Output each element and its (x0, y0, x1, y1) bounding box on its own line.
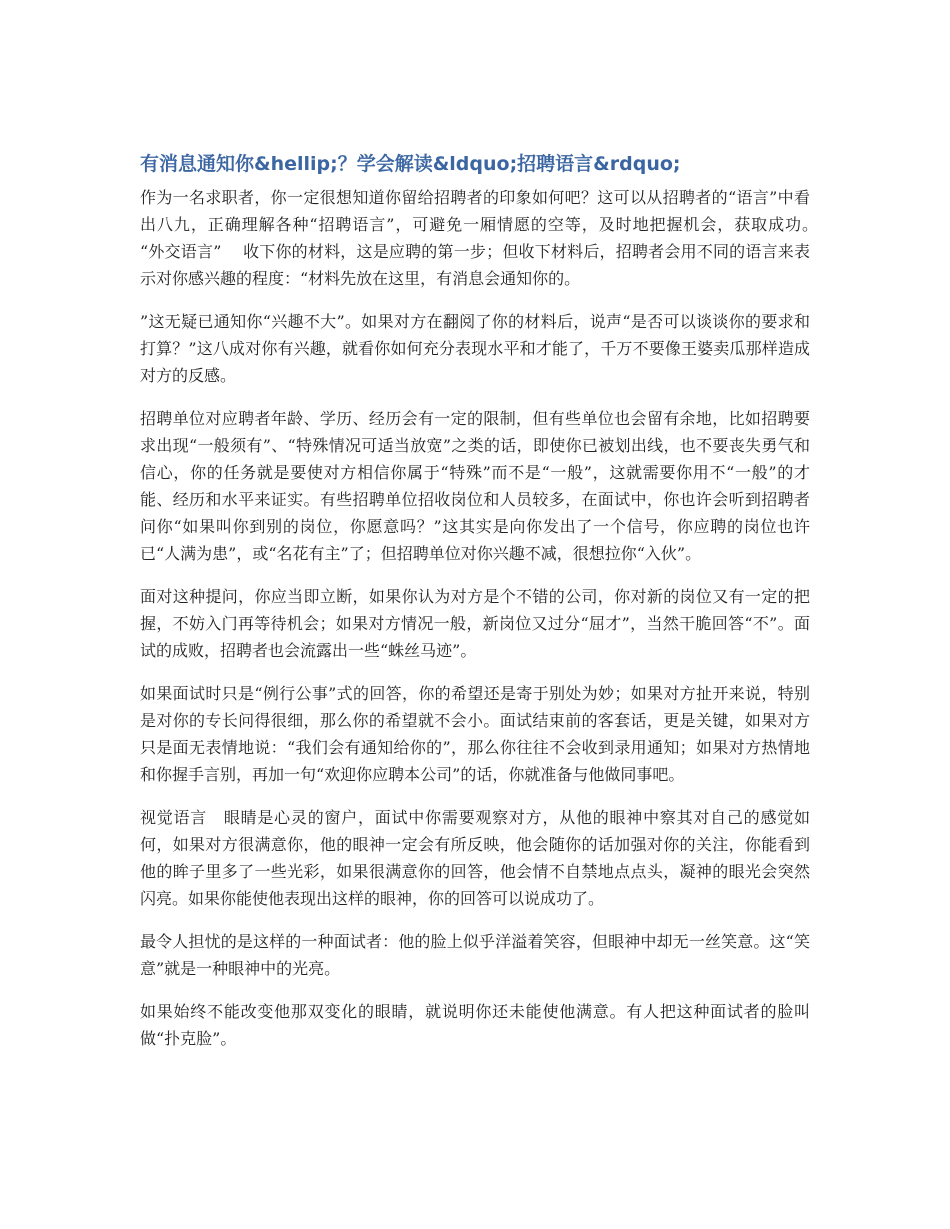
document-page (140, 150, 827, 1068)
paragraph: 面对这种提问，你应当即立断，如果你认为对方是个不错的公司，你对新的岗位又有一定的把握，不妨入门再等待机会；如果对方情况一般，新岗位又过分“屈才”，当然干脆回答“不”。面试的成败，招聘者也会流露出一些“蛛丝马迹”。 (140, 587, 810, 660)
paragraph: 最令人担忧的是这样的一种面试者：他的脸上似乎洋溢着笑容，但眼神中却无一丝笑意。这“笑意”就是一种眼神中的光亮。 (140, 932, 810, 978)
paragraph: 招聘单位对应聘者年龄、学历、经历会有一定的限制，但有些单位也会留有余地，比如招聘要求出现“一般须有”、“特殊情况可适当放宽”之类的话，即使你已被划出线，也不要丧失勇气和信心，你的任务就是要使对方相信你属于“特殊”而不是“一般”，这就需要你用不“一般”的才能、经历和水平来证实。有些招聘单位招收岗位和人员较多，在面试中，你也许会听到招聘者问你“如果叫你到别的岗位，你愿意吗？”这其实是向你发出了一个信号，你应聘的岗位也许已“人满为患”，或“名花有主”了；但招聘单位对你兴趣不减，很想拉你“入伙”。 (140, 409, 810, 563)
paragraph: 视觉语言 眼睛是心灵的窗户，面试中你需要观察对方，从他的眼神中察其对自己的感觉如何，如果对方很满意你，他的眼神一定会有所反映，他会随你的话加强对你的关注，你能看到他的眸子里多了一些光彩，如果很满意你的回答，他会情不自禁地点点头，凝神的眼光会突然闪亮。如果你能使他表现出这样的眼神，你的回答可以说成功了。 (140, 808, 810, 908)
paragraph: 如果面试时只是“例行公事”式的回答，你的希望还是寄于别处为妙；如果对方扯开来说，特别是对你的专长问得很细，那么你的希望就不会小。面试结束前的客套话，更是关键，如果对方只是面无表情地说：“我们会有通知给你的”，那么你往往不会收到录用通知；如果对方热情地和你握手言别，再加一句“欢迎你应聘本公司”的话，你就准备与他做同事吧。 (140, 684, 810, 784)
paragraph: 如果始终不能改变他那双变化的眼睛，就说明你还未能使他满意。有人把这种面试者的脸叫做“扑克脸”。 (140, 1002, 810, 1048)
paragraph: ”这无疑已通知你“兴趣不大”。如果对方在翻阅了你的材料后，说声“是否可以谈谈你的要求和打算？”这八成对你有兴趣，就看你如何充分表现水平和才能了，千万不要像王婆卖瓜那样造成对方的反感。 (140, 312, 810, 385)
document-title: 有消息通知你&hellip;？学会解读&ldquo;招聘语言&rdquo; (140, 153, 681, 175)
paragraph: 作为一名求职者，你一定很想知道你留给招聘者的印象如何吧？这可以从招聘者的“语言”中看出八九，正确理解各种“招聘语言”，可避免一厢情愿的空等，及时地把握机会，获取成功。 “外交语言” 收下你的材料，这是应聘的第一步；但收下材料后，招聘者会用不同的语言来表示对你感兴趣的程度：“材料先放在这里，有消息会通知你的。 (140, 188, 827, 288)
